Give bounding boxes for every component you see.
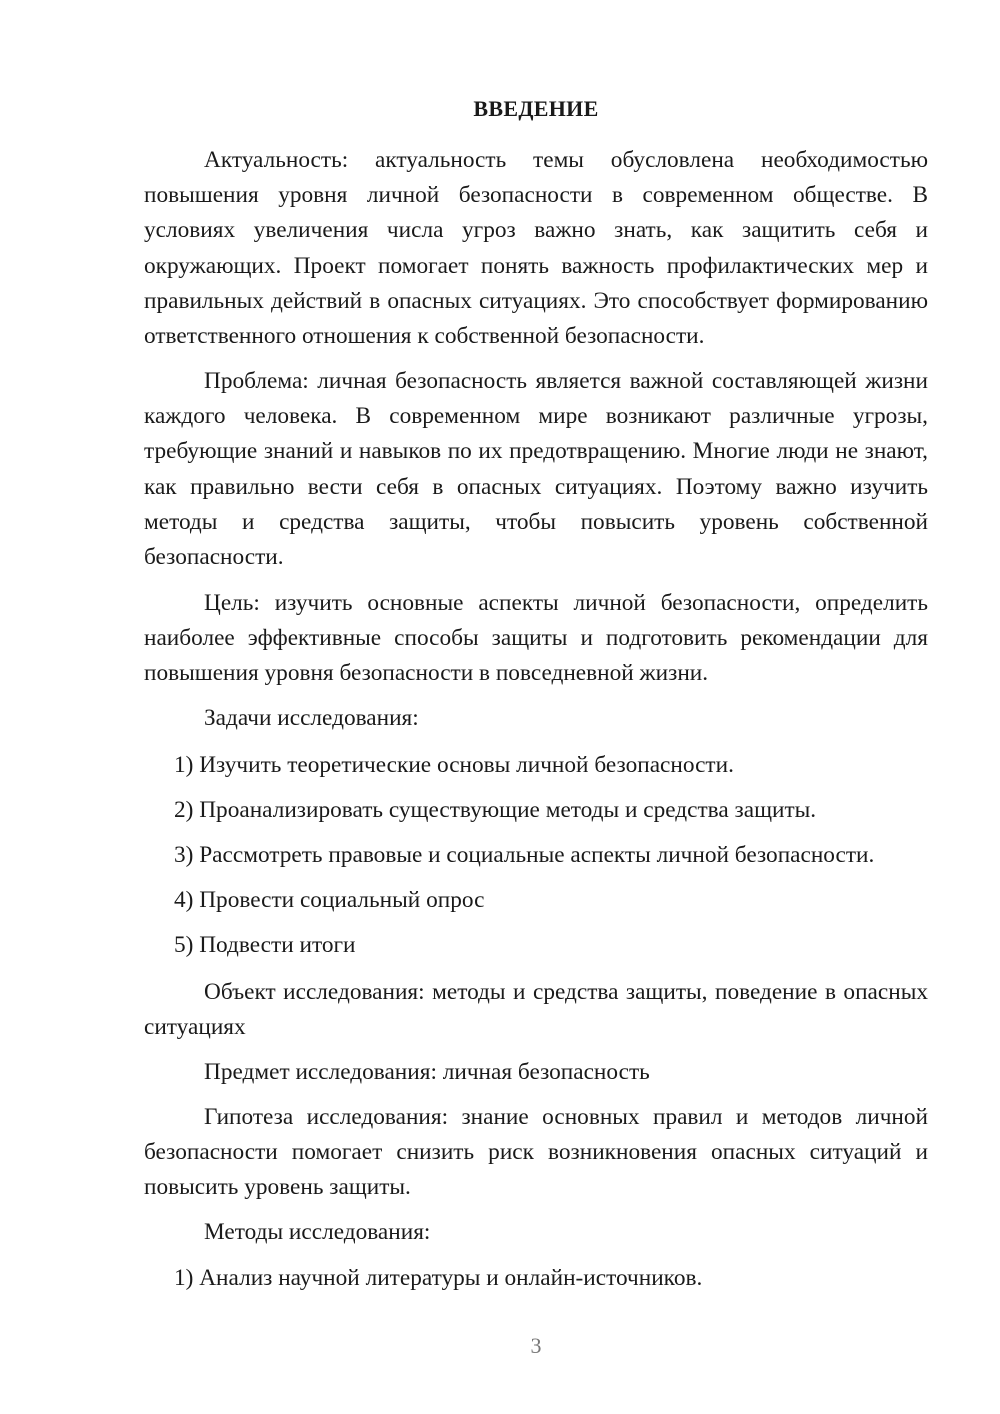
document-body bbox=[144, 1261, 928, 1296]
relevance-paragraph: Актуальность: актуальность темы обусловлена необходимостью повышения уровня личной безопасности в современном обществе. В условиях увеличения числа угроз важно знать, как защитить себя и окружающих. Проект помогает понять важность профилактических мер и правильных действий в опасных ситуациях. Это способствует формированию ответственного отношения к собственной безопасности. bbox=[144, 147, 928, 350]
method-item: 1) Анализ научной литературы и онлайн-источников. bbox=[174, 1265, 703, 1291]
document-body bbox=[144, 928, 928, 963]
task-item: 5) Подвести итоги bbox=[174, 932, 356, 958]
page-number: 3 bbox=[530, 1333, 542, 1358]
document-body bbox=[144, 748, 928, 783]
document-body bbox=[144, 586, 928, 692]
document-body bbox=[144, 838, 928, 873]
document-body bbox=[144, 883, 928, 918]
document-body bbox=[144, 143, 928, 354]
task-item: 4) Провести социальный опрос bbox=[174, 887, 485, 913]
document-body bbox=[144, 975, 928, 1045]
page-title: ВВЕДЕНИЕ bbox=[473, 96, 599, 121]
task-item: 1) Изучить теоретические основы личной безопасности. bbox=[174, 752, 734, 778]
task-item: 2) Проанализировать существующие методы и средства защиты. bbox=[174, 797, 817, 823]
document-body bbox=[144, 793, 928, 828]
subject-paragraph: Предмет исследования: личная безопасность bbox=[204, 1059, 650, 1085]
document-body bbox=[144, 701, 928, 736]
document-body bbox=[144, 1055, 928, 1090]
problem-paragraph: Проблема: личная безопасность является важной составляющей жизни каждого человека. В современном мире возникают различные угрозы, требующие знаний и навыков по их предотвращению. Многие люди не знают, как правильно вести себя в опасных ситуациях. Поэтому важно изучить методы и средства защиты, чтобы повысить уровень собственной безопасности. bbox=[144, 368, 928, 571]
tasks-title: Задачи исследования: bbox=[204, 705, 419, 731]
document-body bbox=[144, 1100, 928, 1206]
methods-title: Методы исследования: bbox=[204, 1219, 431, 1245]
goal-paragraph: Цель: изучить основные аспекты личной безопасности, определить наиболее эффективные способы защиты и подготовить рекомендации для повышения уровня безопасности в повседневной жизни. bbox=[144, 590, 928, 687]
task-item: 3) Рассмотреть правовые и социальные аспекты личной безопасности. bbox=[174, 842, 875, 868]
object-paragraph: Объект исследования: методы и средства защиты, поведение в опасных ситуациях bbox=[144, 979, 928, 1041]
document-body bbox=[144, 1215, 928, 1250]
hypothesis-paragraph: Гипотеза исследования: знание основных правил и методов личной безопасности помогает снизить риск возникновения опасных ситуаций и повысить уровень защиты. bbox=[144, 1104, 928, 1201]
document-body bbox=[144, 364, 928, 575]
